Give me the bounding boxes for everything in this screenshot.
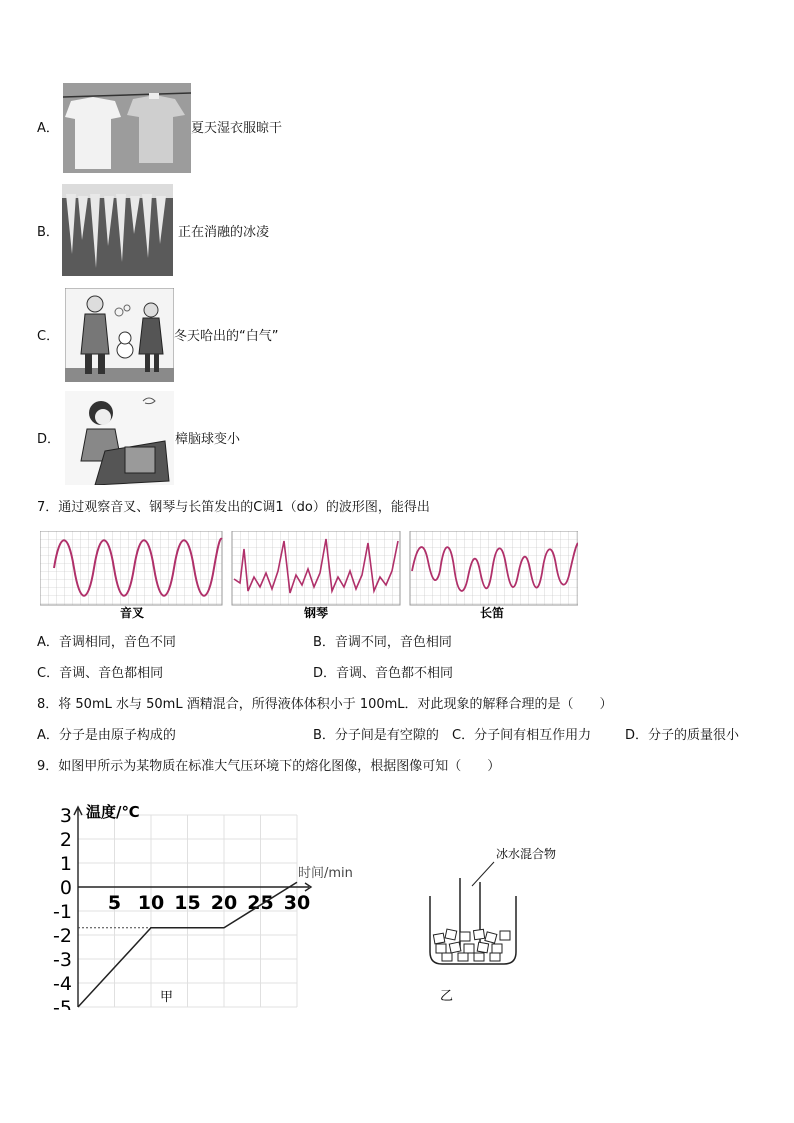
option-d-text: 樟脑球变小 xyxy=(175,432,241,447)
mothball-illustration xyxy=(65,391,174,485)
q9-stem: 9．如图甲所示为某物质在标准大气压环境下的熔化图像，根据图像可知（ ） xyxy=(37,759,501,774)
x-tick-label: 10 xyxy=(137,892,165,914)
q8-option-b: B．分子间是有空隙的 xyxy=(313,728,439,743)
melting-graph-figure xyxy=(40,795,380,1010)
option-a-letter: A． xyxy=(37,121,59,136)
x-axis-label: 时间/min xyxy=(298,866,353,881)
y-tick-label: 0 xyxy=(59,877,72,899)
x-tick-label: 20 xyxy=(210,892,238,914)
q8-option-d: D．分子的质量很小 xyxy=(625,728,740,743)
q7-option-d: D．音调、音色都不相同 xyxy=(313,666,454,681)
y-tick-label: 2 xyxy=(59,829,72,851)
waveform-figure xyxy=(40,531,578,621)
option-c-text: 冬天哈出的“白气” xyxy=(174,329,279,344)
y-axis-label: 温度/℃ xyxy=(86,803,140,821)
option-a-text: 夏天湿衣服晾干 xyxy=(191,121,283,136)
option-b-letter: B． xyxy=(37,225,59,240)
wave-label-tuning-fork: 音叉 xyxy=(120,606,145,620)
option-d-letter: D． xyxy=(37,432,61,447)
x-tick-label: 30 xyxy=(283,892,311,914)
y-tick-label: -2 xyxy=(53,925,72,947)
wave-label-flute: 长笛 xyxy=(480,606,505,620)
q7-option-a: A．音调相同，音色不同 xyxy=(37,635,176,650)
q7-option-c: C．音调、音色都相同 xyxy=(37,666,164,681)
y-tick-label: -5 xyxy=(53,997,72,1010)
q7-stem: 7．通过观察音叉、钢琴与长笛发出的C调1（do）的波形图，能得出 xyxy=(37,500,430,515)
x-tick-label: 5 xyxy=(107,892,122,914)
x-tick-label: 25 xyxy=(247,892,274,914)
x-tick-label: 15 xyxy=(174,892,201,914)
winter-breath-illustration xyxy=(65,288,174,382)
y-tick-label: -4 xyxy=(53,973,72,995)
drying-clothes-photo xyxy=(63,83,191,173)
figure-label-jia: 甲 xyxy=(160,990,174,1005)
beaker-figure xyxy=(420,838,580,1008)
beaker-label: 冰水混合物 xyxy=(496,847,557,861)
option-b-text: 正在消融的冰凌 xyxy=(178,225,270,240)
q8-option-a: A．分子是由原子构成的 xyxy=(37,728,176,743)
y-tick-label: 3 xyxy=(59,805,72,827)
q8-stem: 8．将 50mL 水与 50mL 酒精混合，所得液体体积小于 100mL．对此现象的解释合理的是（ ） xyxy=(37,697,613,712)
option-c-letter: C． xyxy=(37,329,60,344)
q8-option-c: C．分子间有相互作用力 xyxy=(452,728,592,743)
y-tick-label: -3 xyxy=(53,949,72,971)
y-tick-label: 1 xyxy=(59,853,72,875)
q7-option-b: B．音调不同，音色相同 xyxy=(313,635,452,650)
y-tick-label: -1 xyxy=(53,901,72,923)
figure-label-yi: 乙 xyxy=(440,989,454,1004)
wave-label-piano: 钢琴 xyxy=(304,606,329,620)
melting-icicles-photo xyxy=(62,184,173,276)
